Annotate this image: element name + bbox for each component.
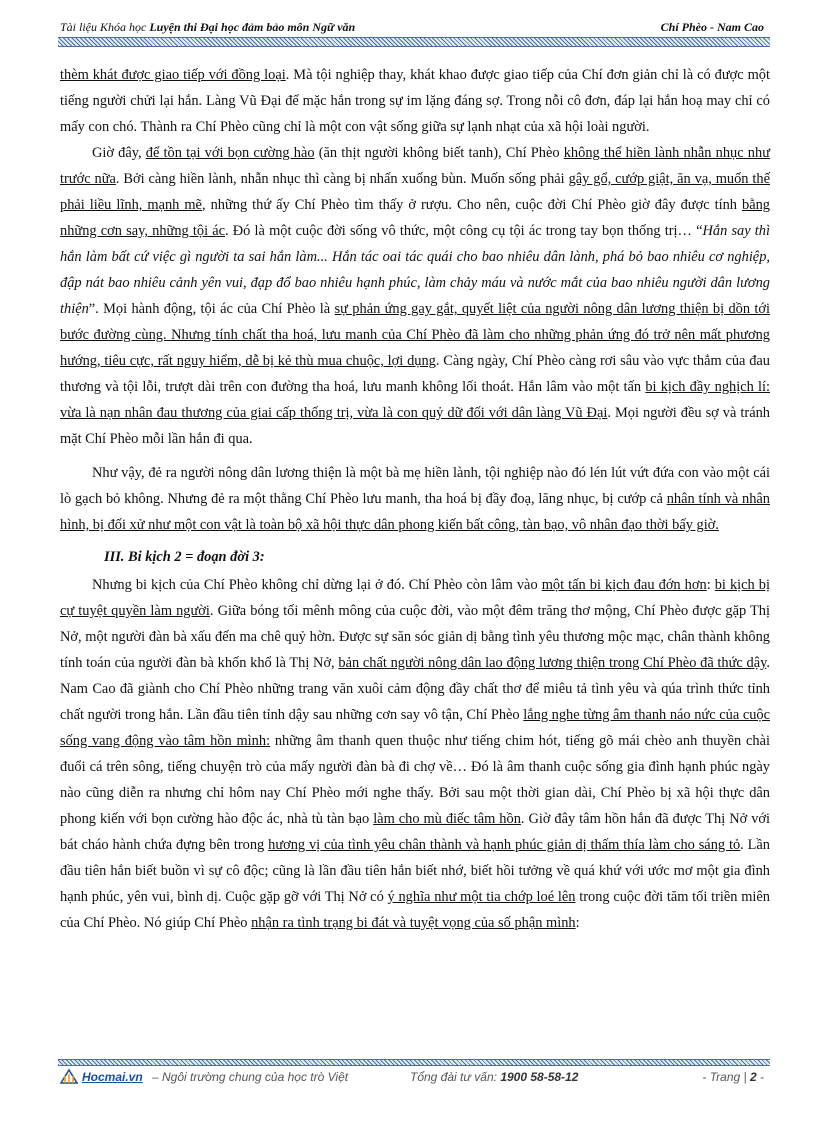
hocmai-logo-icon bbox=[60, 1068, 78, 1084]
page-header bbox=[58, 20, 770, 36]
site-link[interactable]: Hocmai.vn bbox=[82, 1070, 143, 1084]
page-footer bbox=[58, 1068, 770, 1090]
course-title: Tài liệu Khóa học Luyện thi Đại học đảm bảo môn Ngữ văn bbox=[60, 20, 356, 34]
paragraph-3: Như vậy, đẻ ra người nông dân lương thiện là một bà mẹ hiền lành, tội nghiệp nào đó lén lút vứt đứa con vào một cái lò gạch bỏ không. Nhưng đẻ ra một thằng Chí Phèo lưu manh, tha hoá bị đầy đoạ, lăng nhục, bị cướp cả nhân tính và nhân hình, bị đối xử như một con vật là toàn bộ xã hội thực dân phong kiến bất công, tàn bạo, vô nhân đạo thời bấy giờ. bbox=[60, 465, 770, 533]
header-rule bbox=[58, 37, 770, 47]
paragraph-2: Giờ đây, để tồn tại với bọn cường hào (ăn thịt người không biết tanh), Chí Phèo không thể hiền lành nhẫn nhục như trước nữa. Bởi càng hiền lành, nhẫn nhục thì càng bị nhấn xuống bùn. Muốn sống phải gây gổ, cướp giật, ăn vạ, muốn thế phải liều lĩnh, mạnh mẽ, những thứ ấy Chí Phèo tìm thấy ở rượu. Cho nên, cuộc đời Chí Phèo giờ đây được tính bằng những cơn say, những tội ác. Đó là một cuộc đời sống vô thức, một công cụ tội ác trong tay bọn thống trị… “Hắn say thì hắn làm bất cứ việc gì người ta sai hắn làm... Hắn tác oai tác quái cho bao nhiêu dân lành, phá bỏ bao nhiêu cơ nghiệp, đập nát bao nhiêu cảnh yên vui, đạp đổ bao nhiêu hạnh phúc, làm chảy máu và nước mắt của bao nhiêu người dân lương thiện”. Mọi hành động, tội ác của Chí Phèo là sự phản ứng gay gắt, quyết liệt của người nông dân lương thiện bị dồn tới bước đường cùng. Nhưng tính chất tha hoá, lưu manh của Chí Phèo đã làm cho những phản ứng đó trở nên mất phương hướng, tiêu cực, rất nguy hiểm, dễ bị kẻ thù mua chuộc, lợi dụng. Càng ngày, Chí Phèo càng rơi sâu vào vực thẳm của đau thương và tội lỗi, trượt dài trên con đường tha hoá, lưu manh không lối thoát. Hắn lâm vào một tấn bi kịch đầy nghịch lí: vừa là nạn nhân đau thương của giai cấp thống trị, vừa là con quỷ dữ đối với dân làng Vũ Đại. Mọi người đều sợ và tránh mặt Chí Phèo mỗi lần hắn đi qua. bbox=[60, 145, 771, 447]
paragraph-1: thèm khát được giao tiếp với đồng loại. Mà tội nghiệp thay, khát khao được giao tiếp của Chí đơn giản chỉ là có được một tiếng người chửi lại hắn. Làng Vũ Đại để mặc hắn trong sự im lặng đáng sợ. Trong nỗi cô đơn, đáp lại hắn hoạ may chỉ có mấy con chó. Thành ra Chí Phèo cũng chỉ là một con vật sống giữa sự lạnh nhạt của xã hội loài người. bbox=[60, 67, 770, 135]
footer-rule bbox=[58, 1059, 770, 1066]
footer-slogan: – Ngôi trường chung của học trò Việt bbox=[152, 1070, 349, 1084]
hotline: Tổng đài tư vấn: 1900 58-58-12 bbox=[410, 1070, 579, 1084]
section-heading: III. Bi kịch 2 = đoạn đời 3: bbox=[104, 549, 265, 565]
paragraph-4: Nhưng bi kịch của Chí Phèo không chỉ dừng lại ở đó. Chí Phèo còn lâm vào một tấn bi kịch đau đớn hơn: bi kịch bị cự tuyệt quyền làm người. Giữa bóng tối mênh mông của cuộc đời, vào một đêm trăng thơ mộng, Chí Phèo được gặp Thị Nở, một người đàn bà xấu đến ma chê quỷ hờn. Được sự săn sóc giản dị bằng tình yêu thương mộc mạc, chân thành không tính toán của người đàn bà khốn khổ là Thị Nở, bản chất người nông dân lao động lương thiện trong Chí Phèo đã thức dậy. Nam Cao đã giành cho Chí Phèo những trang văn xuôi cảm động đầy chất thơ để miêu tả tình yêu và qúa trình thức tỉnh chất người trong hắn. Lần đầu tiên tỉnh dậy sau những cơn say vô tận, Chí Phèo lắng nghe từng âm thanh náo nức của cuộc sống vang động vào tâm hồn mình: những âm thanh quen thuộc như tiếng chim hót, tiếng gõ mái chèo anh thuyền chài đuổi cá trên sông, tiếng chuyện trò của mấy người đàn bà đi chợ về… Đó là âm thanh cuộc sống gia đình hạnh phúc ngày nào cũng diễn ra nhưng chỉ hôm nay Chí Phèo mới nghe thấy. Bởi sau một thời gian dài, Chí Phèo bị xã hội thực dân phong kiến với bọn cường hào độc ác, nhà tù tàn bạo làm cho mù điếc tâm hồn. Giờ đây tâm hồn hắn đã được Thị Nở với bát cháo hành chứa đựng bên trong hương vị của tình yêu chân thành và hạnh phúc giản dị thấm thía làm cho sáng tỏ. Lần đầu tiên hắn biết buồn vì sự cô độc; cũng là lần đầu tiên hắn biết nhớ, biết hồi tưởng về quá khứ với ước mơ một gia đình hạnh phúc, yên vui, bình dị. Cuộc gặp gỡ với Thị Nở có ý nghĩa như một tia chớp loé lên trong cuộc đời tăm tối triền miên của Chí Phèo. Nó giúp Chí Phèo nhận ra tình trạng bi đát và tuyệt vọng của số phận mình: bbox=[60, 577, 770, 931]
document-title: Chí Phèo - Nam Cao bbox=[660, 20, 764, 34]
document-body bbox=[60, 62, 770, 936]
page-number: - Trang | 2 - bbox=[702, 1070, 764, 1084]
